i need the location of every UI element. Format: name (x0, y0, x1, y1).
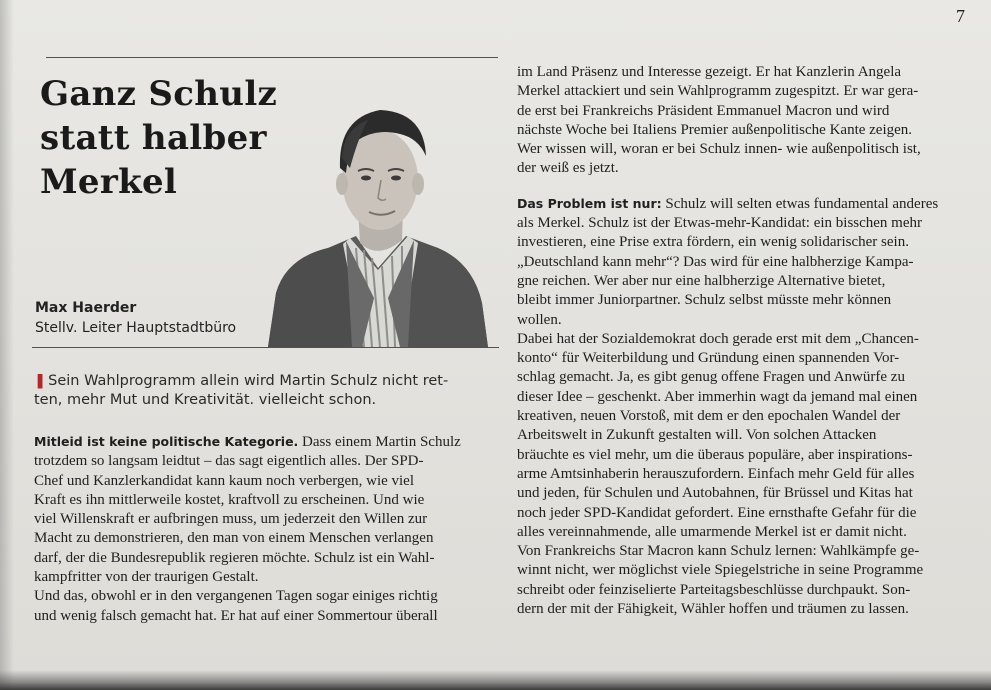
teaser-text: Sein Wahlprogramm allein wird Martin Schulz nicht ret- (48, 373, 449, 389)
paragraph (34, 432, 497, 587)
author-name: Max Haerder (35, 300, 137, 316)
teaser-marker-icon: ❚ (34, 373, 47, 389)
text-line: Macht zu demonstrieren, den man von einem Menschen verlangen (34, 530, 434, 547)
text-line: konto“ für Weiterbildung und Gründung einen spannenden Vor- (517, 350, 900, 367)
paragraph-lead: Das Problem ist nur: (517, 195, 662, 211)
text-line: Von Frankreichs Star Macron kann Schulz lernen: Wahlkämpfe ge- (517, 543, 920, 560)
text-line: alles vereinnahmende, alle umarmende Merkel ist er damit nicht. (517, 523, 907, 540)
text-line: viel Willenskraft er aufbringen muss, um jederzeit den Willen zur (34, 511, 428, 528)
text-line: Schulz will selten etwas fundamental anderes (661, 195, 939, 212)
page-gutter-shadow (0, 0, 14, 690)
text-line: wollen. (517, 311, 562, 328)
text-line: dern der mit der Fähigkeit, Wähler hoffen und träumen zu lassen. (517, 601, 909, 618)
text-line: bleibt immer Juniorpartner. Schulz selbst müsste mehr können (517, 292, 892, 309)
text-line: darf, der die Bundesrepublik regieren möchte. Schulz ist ein Wahl- (34, 549, 435, 566)
paragraph-lead: Mitleid ist keine politische Kategorie. (34, 434, 299, 449)
text-line: de erst bei Frankreichs Präsident Emmanuel Macron und wird (517, 102, 890, 119)
text-line: schreibt oder feinziselierte Parteitagsbeschlüsse durchpaukt. Son- (517, 581, 911, 598)
text-line: kampfritter von der traurigen Gestalt. (34, 569, 259, 586)
paragraph (517, 330, 987, 542)
headline-line: Ganz Schulz (40, 74, 278, 114)
text-line: Wer wissen will, woran er bei Schulz innen- wie außenpolitisch ist, (517, 141, 921, 158)
teaser-line (34, 372, 494, 391)
author-role: Stellv. Leiter Hauptstadtbüro (35, 320, 237, 336)
text-line: winnt nicht, wer möglichst viele Spiegelstriche in seine Programme (517, 562, 924, 579)
text-line: gne reichen. Wer aber nur eine halbherzige Alternative bietet, (517, 272, 886, 289)
text-line: der weiß es jetzt. (517, 160, 619, 177)
headline-line: statt halber (40, 118, 267, 158)
paragraph (517, 194, 987, 330)
text-line: dieser Idee – geschenkt. Aber immerhin wagt da jemand mal einen (517, 388, 918, 405)
text-line: Chef und Kanzlerkandidat kann kaum noch verbergen, wie viel (34, 472, 415, 489)
text-line: schlag gemacht. Ja, es gibt genug offene Fragen und Anwürfe zu (517, 369, 905, 386)
top-rule (46, 57, 498, 58)
text-line: im Land Präsenz und Interesse gezeigt. Er hat Kanzlerin Angela (517, 64, 902, 80)
text-line: und jeden, für Schulen und Autobahnen, für Brüssel und Kitas hat (517, 485, 913, 502)
text-line: nächste Woche bei Italiens Premier außenpolitische Kante zeigen. (517, 121, 913, 138)
section-rule (32, 347, 499, 348)
text-line: Dabei hat der Sozialdemokrat doch gerade erst mit dem „Chancen- (517, 330, 919, 347)
paragraph (517, 542, 987, 619)
text-line: trotzdem so langsam leidtut – das sagt eigentlich alles. Der SPD- (34, 453, 424, 470)
text-line: noch jeder SPD-Kandidat gefordert. Eine ernsthafte Gefahr für die (517, 504, 917, 521)
page-number: 7 (956, 6, 965, 26)
article-column-left (34, 432, 497, 626)
teaser (34, 372, 494, 410)
text-line: Arbeitswelt in Zukunft gestalten will. Von solchen Attacken (517, 427, 877, 444)
text-line: als Merkel. Schulz ist der Etwas-mehr-Kandidat: ein bisschen mehr (517, 215, 922, 232)
author-portrait (268, 98, 488, 347)
text-line: arme Amtsinhaberin herauszufordern. Einfach mehr Geld für alles (517, 465, 915, 482)
text-line: Merkel attackiert und sein Wahlprogramm zugespitzt. Er war gera- (517, 83, 919, 100)
page-bottom-edge (0, 670, 991, 690)
paragraph (34, 587, 497, 626)
text-line: kreativen, neuen Vorstoß, mit dem er den epochalen Wandel der (517, 408, 901, 425)
paragraph (517, 63, 987, 179)
headline-line: Merkel (40, 162, 178, 202)
article-column-right (517, 63, 987, 619)
text-line: bräuchte es viel mehr, um die überaus populäre, aber inspirations- (517, 446, 913, 463)
text-line: und wenig falsch gemacht hat. Er hat auf einer Sommertour überall (34, 607, 438, 624)
teaser-line: ten, mehr Mut und Kreativität. vielleicht schon. (34, 392, 377, 408)
text-line: investieren, eine Prise extra fördern, ein wenig solidarischer sein. (517, 234, 909, 251)
text-line: Und das, obwohl er in den vergangenen Tagen sogar einiges richtig (34, 588, 438, 605)
text-line: Kraft es ihn mittlerweile kostet, kraftvoll zu erscheinen. Und wie (34, 491, 425, 508)
text-line: „Deutschland kann mehr“? Das wird für eine halbherzige Kampa- (517, 253, 914, 270)
text-line: Dass einem Martin Schulz (298, 434, 461, 450)
paragraph-gap (517, 179, 987, 194)
